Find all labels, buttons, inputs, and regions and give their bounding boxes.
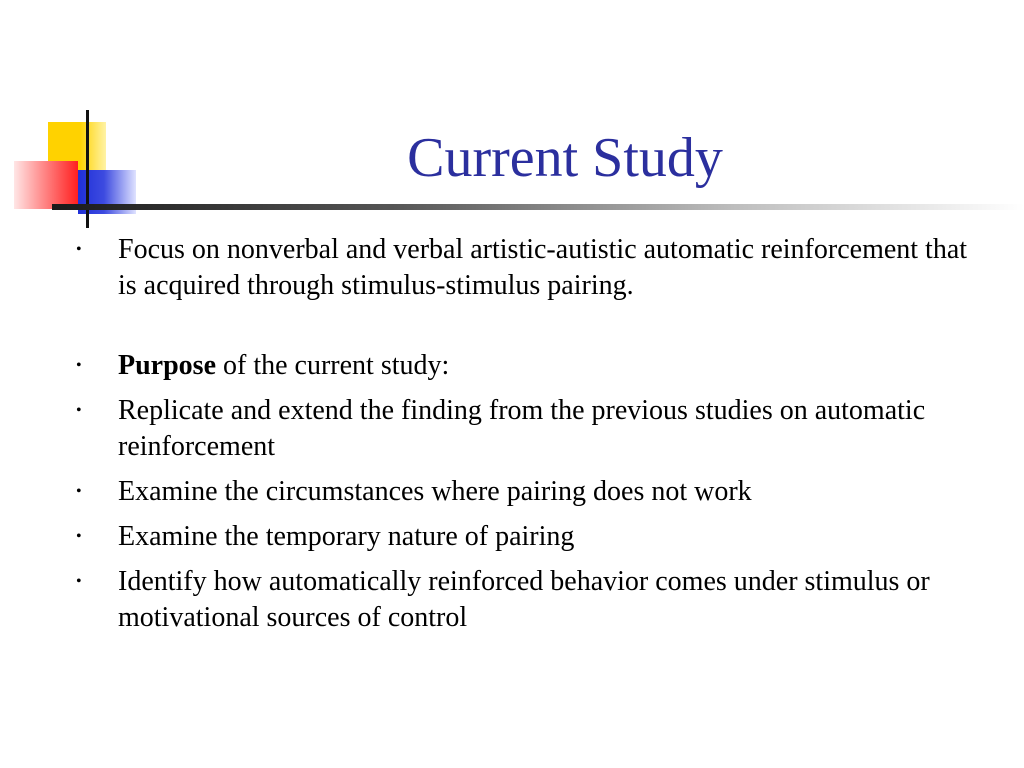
bullet-text: Examine the temporary nature of pairing — [118, 521, 575, 552]
bullet-dot-icon: • — [76, 483, 82, 500]
bullet-item — [70, 474, 970, 510]
bullet-bold-prefix: Purpose — [118, 350, 216, 381]
logo-red-square — [14, 161, 78, 209]
bullet-text: Examine the circumstances where pairing does not work — [118, 476, 752, 507]
bullet-item — [70, 564, 970, 636]
bullet-text: Focus on nonverbal and verbal artistic-autistic automatic reinforcement that is acquired through stimulus-stimulus pairing. — [118, 234, 968, 301]
bullet-item — [70, 348, 970, 384]
logo-vertical-line — [86, 110, 89, 228]
title-underline — [52, 204, 1024, 210]
slide-title: Current Study — [407, 127, 723, 189]
bullet-dot-icon: • — [76, 573, 82, 590]
bullet-dot-icon: • — [76, 241, 82, 258]
bullet-text: Identify how automatically reinforced behavior comes under stimulus or motivational sources of control — [118, 566, 930, 633]
bullet-text: Replicate and extend the finding from the previous studies on automatic reinforcement — [118, 395, 926, 462]
bullet-list — [70, 232, 970, 645]
bullet-text: of the current study: — [216, 350, 450, 381]
bullet-dot-icon: • — [76, 528, 82, 545]
bullet-dot-icon: • — [76, 402, 82, 419]
bullet-dot-icon: • — [76, 357, 82, 374]
bullet-item — [70, 519, 970, 555]
bullet-item — [70, 232, 970, 304]
bullet-item — [70, 393, 970, 465]
